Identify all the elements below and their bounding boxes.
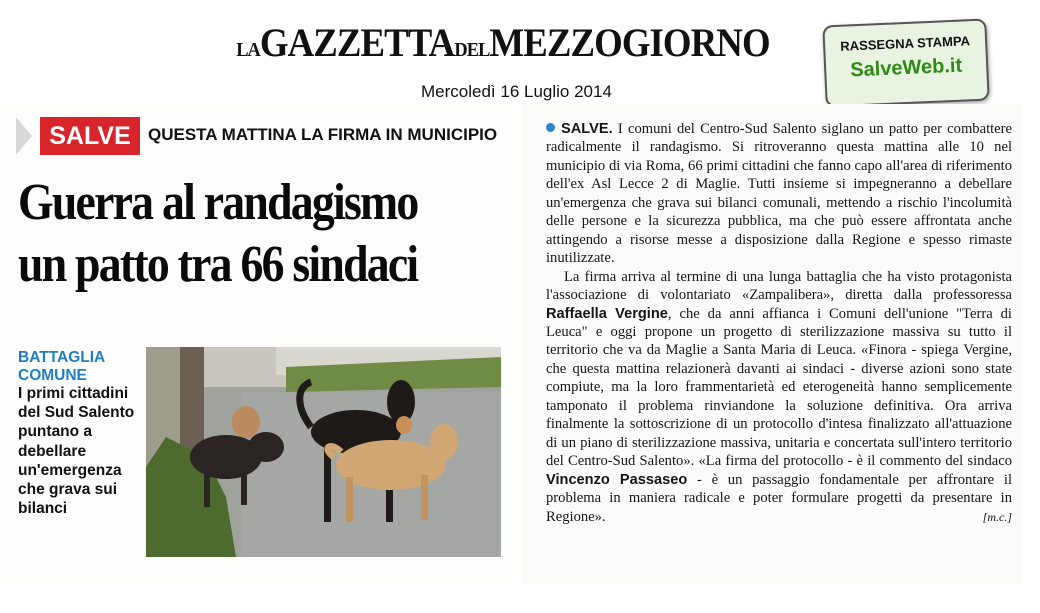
sidebar-summary: I primi cittadini del Sud Salento puntano a debellare un'emergenza che grava sui bilanci	[18, 385, 135, 518]
article-body	[546, 120, 1012, 526]
paragraph-2	[546, 268, 1012, 526]
newspaper-masthead	[236, 20, 770, 76]
masthead-gazzetta: GAZZETTA	[260, 20, 455, 65]
paragraph-1-text: I comuni del Centro-Sud Salento siglano un patto per combattere radicalmente il randagismo. Si ritroveranno questa mattina alle 10 nel municipio di via Roma, 66 primi cittadini che fanno capo all'area di riferimento dell'ex Asl Lecce 2 di Maglie. Tutti insieme si impegneranno a debellare un'emergenza che grava sui bilanci comunali, mettendo a rischio l'incolumità delle persone e la sicurezza pubblica, ma che può essere affrontata anche attingendo a risorse messe a disposizione dalla Regione e spesso rimaste inutilizzate.	[546, 121, 1012, 267]
dogs-photo-icon	[146, 347, 501, 557]
bullet-icon	[546, 123, 555, 132]
stamp-brand: SalveWeb.it	[849, 54, 963, 82]
author-signature: [m.c.]	[982, 509, 1012, 524]
paragraph-2-text-b: , che da anni affianca i Comuni dell'unione "Terra di Leuca" e oggi propone un progetto di sterilizzazione massiva su tutto il territorio che va da Maglie a Santa Maria di Leuca. «Finora - spiega Vergine, che questa mattina relazionerà davanti ai sindaci - diverse azioni sono state compiute, ma la loro frammentarietà ed eterogeneità hanno semplicemente tamponato il problema rinviandone la soluzione definitiva. Ora arriva finalmente la sottoscrizione di un protocollo d'intesa finalizzato all'attuazione di un piano di sterilizzazione massiva, unitaria e concertata sull'intero territorio del Centro-Sud Salento». «La firma del protocollo - è il commento del sindaco	[546, 305, 1012, 470]
person-name-passaseo: Vincenzo Passaseo	[546, 471, 688, 488]
headline-line-2: un patto tra 66 sindaci	[18, 236, 418, 293]
body-lead: SALVE.	[561, 121, 613, 137]
masthead-title	[236, 17, 769, 76]
chevron-right-icon	[16, 117, 32, 155]
article-kicker: QUESTA MATTINA LA FIRMA IN MUNICIPIO	[148, 125, 498, 144]
section-tag: SALVE	[40, 117, 140, 155]
article-headline	[18, 172, 512, 296]
paragraph-1	[546, 120, 1012, 268]
publication-date: Mercoledì 16 Luglio 2014	[421, 82, 612, 101]
headline-line-1: Guerra al randagismo	[18, 174, 418, 231]
stamp-title: RASSEGNA STAMPA	[839, 33, 971, 54]
person-name-vergine: Raffaella Vergine	[546, 305, 668, 322]
press-review-stamp	[822, 18, 989, 107]
paragraph-2-text-c: - è un passaggio fondamentale per affrontare il problema in maniera radicale e poter formulare progetti da presentare in Regione».	[546, 471, 1012, 525]
masthead-del: DEL	[454, 39, 490, 61]
masthead-mezzogiorno: MEZZOGIORNO	[489, 20, 770, 65]
masthead-la: LA	[236, 39, 261, 61]
paragraph-2-text-a: La firma arriva al termine di una lunga battaglia che ha visto protagonista l'associazione di volontariato «Zampalibera», diretta dalla professoressa	[546, 268, 1012, 304]
sidebar-title: BATTAGLIA COMUNE	[18, 349, 105, 384]
